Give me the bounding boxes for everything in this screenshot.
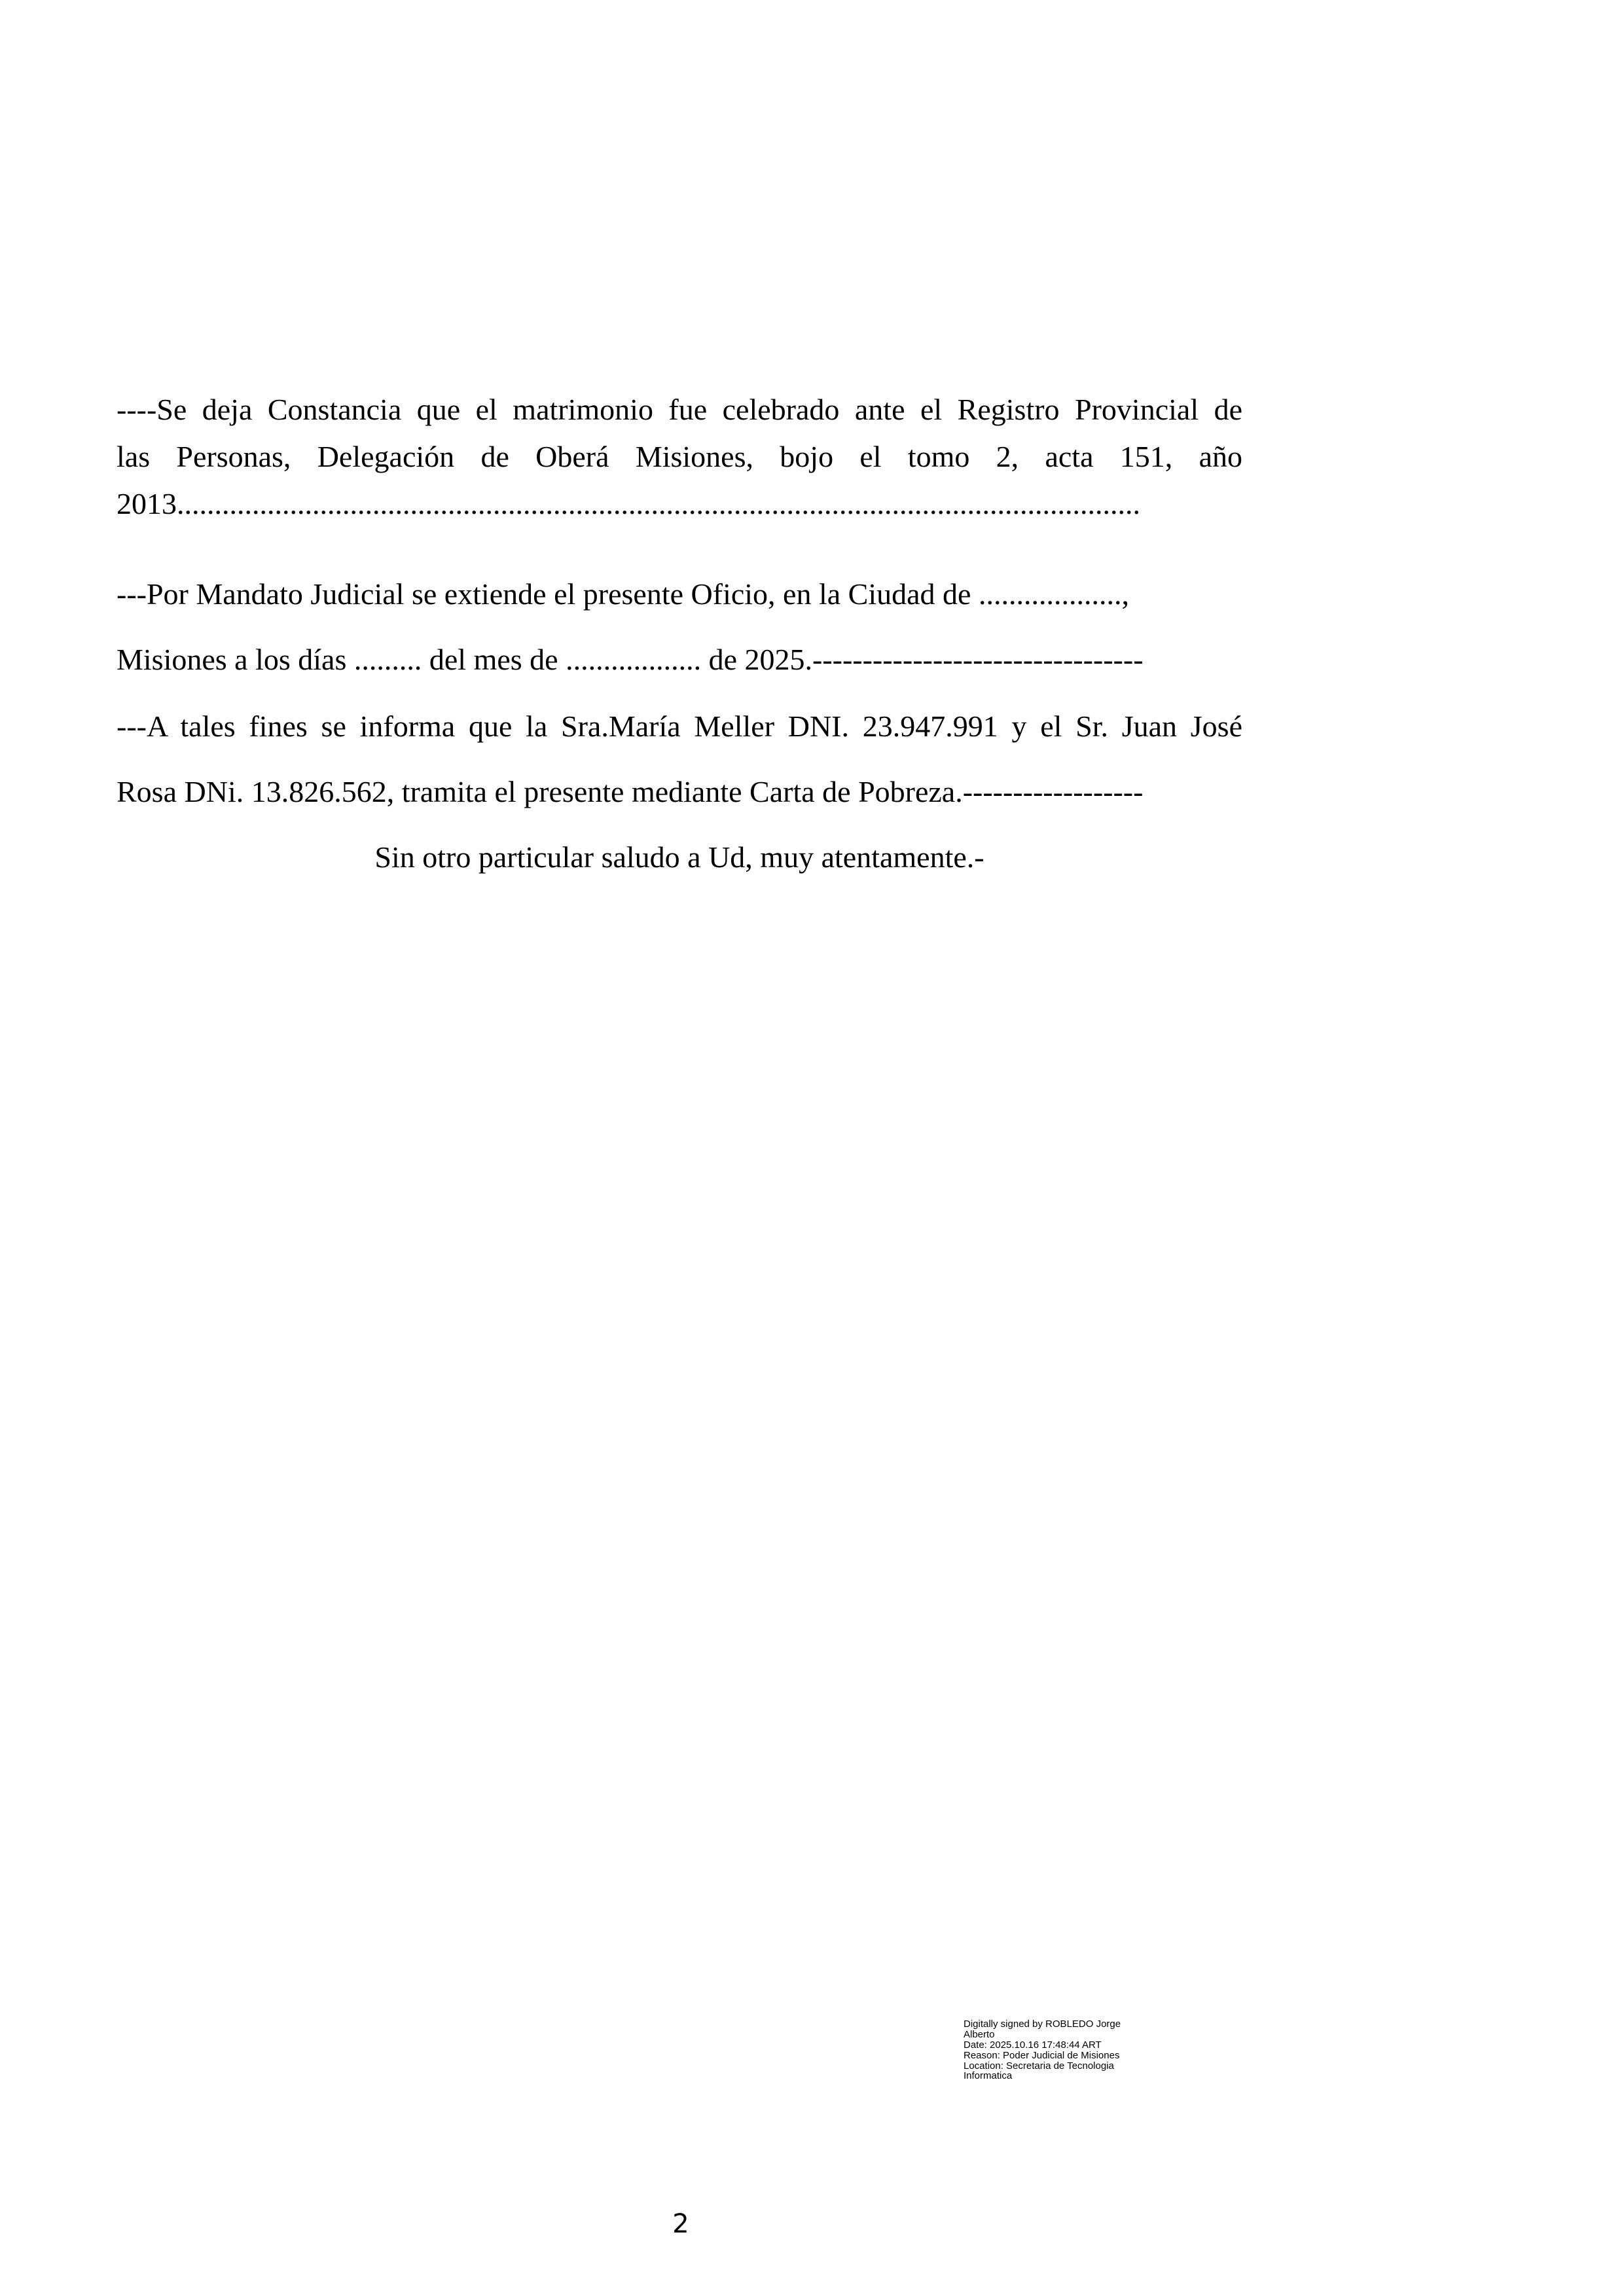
paragraph-informa-line-2: Rosa DNi. 13.826.562, tramita el presente mediante Carta de Pobreza.------------------ [117,775,1144,808]
paragraph-mandato-line-2: Misiones a los días ......... del mes de .................. de 2025.--------------------------------- [117,643,1144,676]
closing-salutation: Sin otro particular saludo a Ud, muy atentamente.- [374,840,984,874]
paragraph-constancia-line-1: ----Se deja Constancia que el matrimonio fue celebrado ante el Registro Provincial de [117,393,1242,426]
paragraph-constancia-line-2: las Personas, Delegación de Oberá Misiones, bojo el tomo 2, acta 151, año [117,440,1242,473]
signature-line-location: Location: Secretaria de Tecnologia [964,2060,1114,2072]
paragraph-mandato-line-1: ---Por Mandato Judicial se extiende el presente Oficio, en la Ciudad de ..................., [117,577,1129,611]
paragraph-informa-line-1: ---A tales fines se informa que la Sra.María Meller DNI. 23.947.991 y el Sr. Juan José [117,709,1242,743]
signature-line-reason: Reason: Poder Judicial de Misiones [964,2049,1120,2061]
signature-line-date: Date: 2025.10.16 17:48:44 ART [964,2039,1102,2051]
signature-line-location-cont: Informatica [964,2070,1013,2082]
paragraph-constancia-line-3: 2013................................................................................................................................ [117,487,1140,520]
page-number: 2 [672,2209,689,2239]
signature-line-signed-by: Digitally signed by ROBLEDO Jorge [964,2018,1121,2030]
digital-signature-block [964,2019,1186,2081]
signature-line-name: Alberto [964,2028,995,2040]
